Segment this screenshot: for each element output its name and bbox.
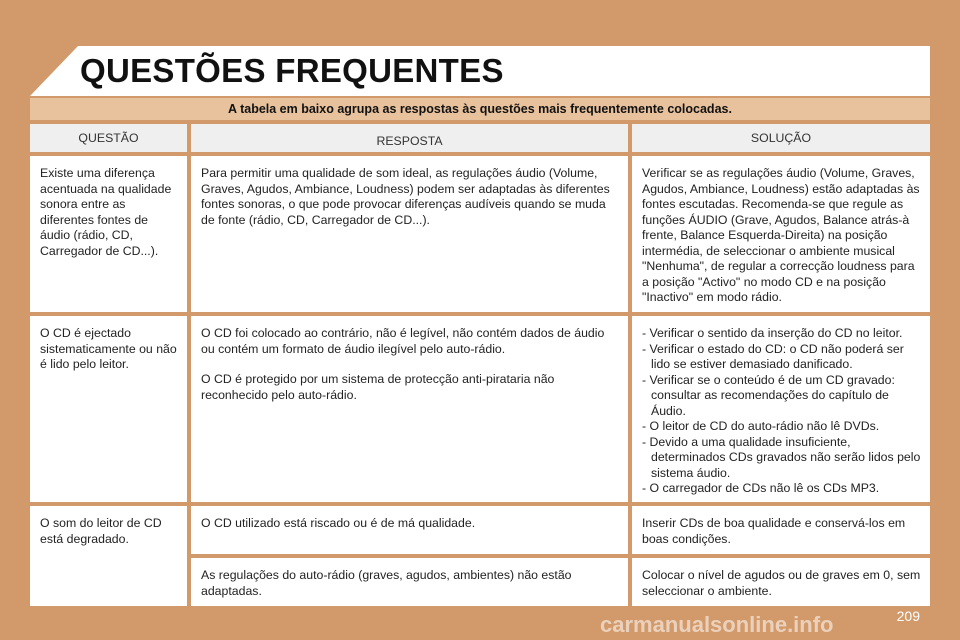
column-header-solution-label: SOLUÇÃO: [750, 131, 812, 145]
row2-solution-item: - Verificar o sentido da inserção do CD no leitor.: [642, 326, 903, 340]
row2-solution-item: - O leitor de CD do auto-rádio não lê DVDs.: [642, 419, 880, 433]
row1-answer-text: Para permitir uma qualidade de som ideal, as regulações áudio (Volume, Graves, Agudos, Ambiance, Loudness) podem ser adaptadas às diferentes fontes sonoras, o que pode provocar diferenças audíveis quando se muda de fonte (rádio, CD, Carregador de CD...).: [201, 166, 610, 227]
row3a-answer-text: O CD utilizado está riscado ou é de má qualidade.: [201, 516, 476, 530]
row2-solution-cell: [632, 316, 930, 502]
row2-solution-item: - Verificar se o conteúdo é de um CD gravado: consultar as recomendações do capítulo de Áudio.: [642, 372, 895, 418]
row1-solution-cell: [632, 156, 930, 312]
row3b-answer-text: As regulações do auto-rádio (graves, agudos, ambientes) não estão adaptadas.: [201, 568, 572, 598]
row2-question-cell: [30, 316, 187, 502]
row1-solution-text: Verificar se as regulações áudio (Volume, Graves, Agudos, Ambiance, Loudness) estão adaptadas às fontes escutadas. Recomenda-se que regule as funções ÁUDIO (Grave, Agudos, Balance atrás-à frente, Balance Esquerda-Direita) na posição intermédia, de seleccionar o ambiente musical "Nenhuma", de regular a correcção loudness para a posição "Activo" no modo CD e na posição "Inactivo" em modo rádio.: [642, 166, 920, 304]
row3a-answer-cell: [191, 506, 628, 554]
watermark: carmanualsonline.info: [600, 612, 834, 637]
row3b-solution-text: Colocar o nível de agudos ou de graves em 0, sem seleccionar o ambiente.: [642, 568, 921, 598]
row3-question-text: O som do leitor de CD está degradado.: [40, 516, 162, 546]
page-title: QUESTÕES FREQUENTES: [80, 52, 504, 89]
row3-question-cell: [30, 506, 187, 606]
row3a-solution-text: Inserir CDs de boa qualidade e conservá-los em boas condições.: [642, 516, 906, 546]
row1-question-cell: [30, 156, 187, 312]
page-subtitle: A tabela em baixo agrupa as respostas às questões mais frequentemente colocadas.: [30, 98, 930, 120]
row1-answer-cell: [191, 156, 628, 312]
column-header-answer-label: RESPOSTA: [376, 134, 443, 148]
column-header-question: [30, 124, 187, 152]
column-header-question-label: QUESTÃO: [78, 131, 139, 145]
column-header-solution: [632, 124, 930, 152]
row3b-solution-cell: [632, 558, 930, 606]
row2-question-text: O CD é ejectado sistematicamente ou não é lido pelo leitor.: [40, 326, 177, 371]
column-header-answer: [191, 124, 628, 152]
row2-answer-paragraph-2: O CD é protegido por um sistema de protecção anti-pirataria não reconhecido pelo auto-rádio.: [201, 372, 555, 402]
row3a-solution-cell: [632, 506, 930, 554]
page-number: 209: [896, 608, 920, 624]
row2-answer-paragraph-1: O CD foi colocado ao contrário, não é legível, não contém dados de áudio ou contém um formato de áudio ilegível pelo auto-rádio.: [201, 326, 605, 356]
row2-answer-cell: [191, 316, 628, 502]
row1-question-text: Existe uma diferença acentuada na qualidade sonora entre as diferentes fontes de áudio (rádio, CD, Carregador de CD...).: [40, 166, 172, 258]
row2-solution-item: - Verificar o estado do CD: o CD não poderá ser lido se estiver demasiado danificado.: [642, 341, 904, 371]
row3b-answer-cell: [191, 558, 628, 606]
row2-solution-item: - Devido a uma qualidade insuficiente, determinados CDs gravados não serão lidos pelo sistema áudio.: [642, 434, 921, 480]
row2-solution-item: - O carregador de CDs não lê os CDs MP3.: [642, 481, 880, 495]
